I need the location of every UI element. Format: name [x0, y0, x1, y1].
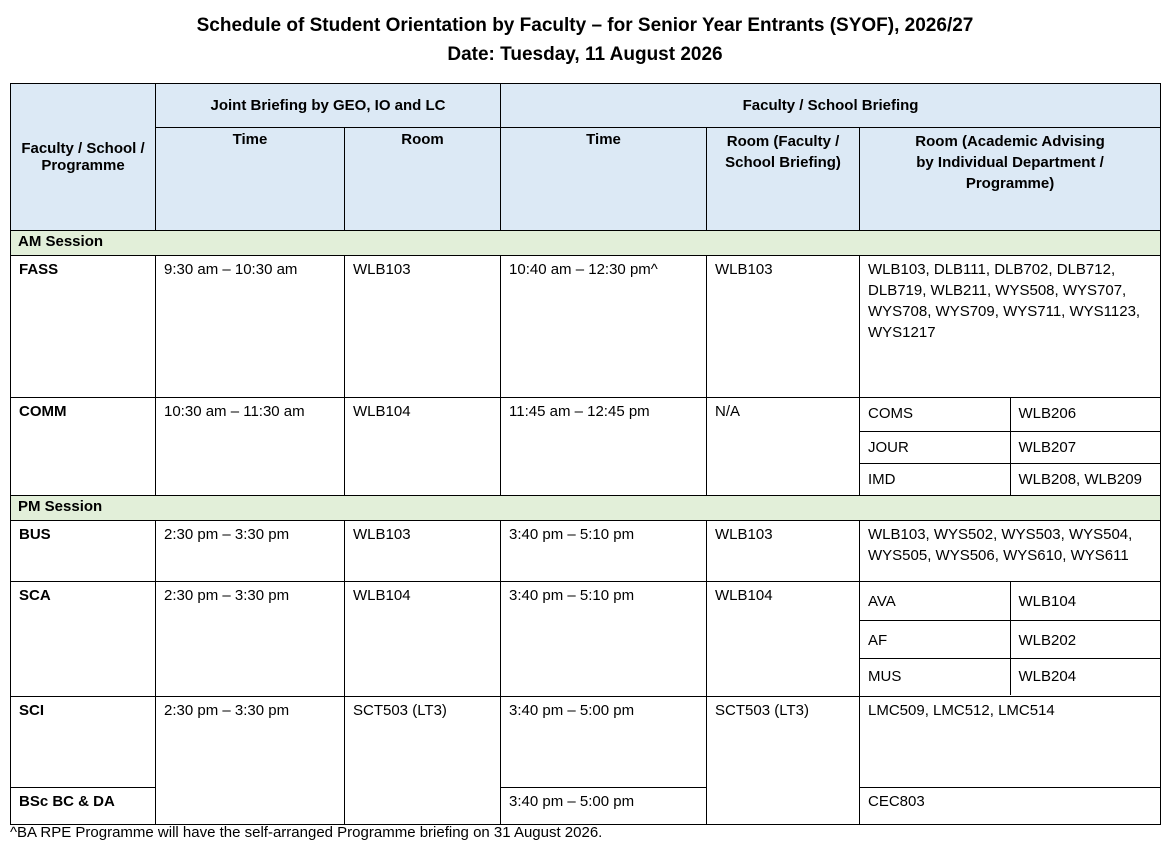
joint-time: 10:30 am – 11:30 am: [156, 398, 345, 496]
faculty-time: 10:40 am – 12:30 pm^: [501, 256, 707, 398]
faculty-time: 11:45 am – 12:45 pm: [501, 398, 707, 496]
advising-subtable: [860, 582, 1160, 695]
dept-room: WLB204: [1018, 668, 1077, 685]
faculty-room: N/A: [707, 398, 860, 496]
schedule-table: [10, 83, 1161, 825]
header-advising-room: Room (Academic Advising by Individual Department / Programme): [860, 128, 1161, 231]
advising-rooms: WLB103, WYS502, WYS503, WYS504, WYS505, WYS506, WYS610, WYS611: [860, 520, 1161, 581]
dept-room: WLB104: [1010, 582, 1160, 621]
header-faculty: Faculty / School / Programme: [11, 84, 156, 231]
faculty-room: WLB103: [707, 520, 860, 581]
faculty-bus: BUS: [11, 520, 156, 581]
header-joint-time: Time: [156, 128, 345, 231]
advising-subtable: [860, 398, 1160, 495]
dept-name: AF: [860, 621, 1010, 659]
dept-name: MUS: [860, 659, 1010, 695]
joint-room: WLB104: [345, 581, 501, 696]
session-pm: PM Session: [11, 495, 1161, 520]
faculty-sca: SCA: [11, 581, 156, 696]
joint-room: WLB103: [345, 520, 501, 581]
joint-time: 2:30 pm – 3:30 pm: [156, 696, 345, 824]
dept-room: WLB207: [1010, 431, 1160, 463]
advising-rooms: [860, 581, 1161, 696]
advising-rooms: WLB103, DLB111, DLB702, DLB712, DLB719, WLB211, WYS508, WYS707, WYS708, WYS709, WYS711, WYS1123, WYS1217: [860, 256, 1161, 398]
faculty-room: SCT503 (LT3): [707, 696, 860, 824]
dept-room: WLB206: [1010, 398, 1160, 431]
session-am: AM Session: [11, 231, 1161, 256]
faculty-room: WLB104: [707, 581, 860, 696]
joint-room: WLB104: [345, 398, 501, 496]
dept-room: WLB208, WLB209: [1018, 470, 1142, 488]
joint-time: 9:30 am – 10:30 am: [156, 256, 345, 398]
faculty-time: 3:40 pm – 5:10 pm: [501, 581, 707, 696]
header-faculty-room: Room (Faculty / School Briefing): [707, 128, 860, 231]
table-row: [11, 520, 1161, 581]
faculty-room: WLB103: [707, 256, 860, 398]
faculty-bsc: BSc BC & DA: [11, 787, 156, 824]
dept-name: AVA: [860, 582, 1010, 621]
joint-time: 2:30 pm – 3:30 pm: [156, 581, 345, 696]
advising-rooms: CEC803: [860, 787, 1161, 824]
header-faculty-time: Time: [501, 128, 707, 231]
header-joint-briefing: Joint Briefing by GEO, IO and LC: [156, 84, 501, 128]
dept-name: IMD: [860, 463, 1010, 495]
header-joint-room: Room: [345, 128, 501, 231]
table-row: [11, 696, 1161, 787]
joint-time: 2:30 pm – 3:30 pm: [156, 520, 345, 581]
faculty-sci: SCI: [11, 696, 156, 787]
advising-rooms: LMC509, LMC512, LMC514: [860, 696, 1161, 787]
faculty-time: 3:40 pm – 5:00 pm: [501, 787, 707, 824]
faculty-comm: COMM: [11, 398, 156, 496]
document-title: Schedule of Student Orientation by Faculty – for Senior Year Entrants (SYOF), 2026/27: [196, 15, 974, 36]
faculty-fass: FASS: [11, 256, 156, 398]
table-row: [11, 398, 1161, 496]
footnote: ^BA RPE Programme will have the self-arranged Programme briefing on 31 August 2026.: [10, 824, 603, 841]
joint-room: WLB103: [345, 256, 501, 398]
dept-room: WLB202: [1010, 621, 1160, 659]
table-row: [11, 256, 1161, 398]
joint-room: SCT503 (LT3): [345, 696, 501, 824]
advising-rooms: [860, 398, 1161, 496]
dept-name: COMS: [860, 398, 1010, 431]
dept-name: JOUR: [860, 431, 1010, 463]
table-row: [11, 581, 1161, 696]
header-faculty-briefing: Faculty / School Briefing: [501, 84, 1161, 128]
document-date: Date: Tuesday, 11 August 2026: [447, 44, 723, 65]
faculty-time: 3:40 pm – 5:10 pm: [501, 520, 707, 581]
faculty-time: 3:40 pm – 5:00 pm: [501, 696, 707, 787]
